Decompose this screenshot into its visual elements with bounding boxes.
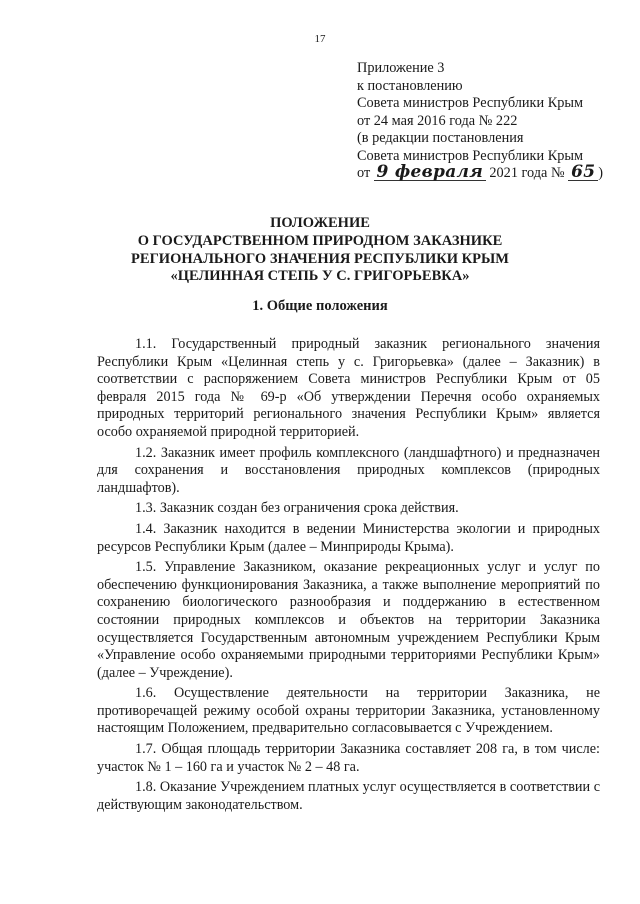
page-number: 17	[314, 33, 326, 45]
section-heading: 1. Общие положения	[252, 298, 388, 314]
handwritten-date: 9 февраля	[374, 165, 486, 181]
document-title	[0, 215, 640, 286]
paragraph-1-4: 1.4. Заказник находится в ведении Министерства экологии и природных ресурсов Республики Крым (далее – Минприроды Крыма).	[97, 520, 600, 555]
document-body	[97, 336, 600, 817]
title-line-3: РЕГИОНАЛЬНОГО ЗНАЧЕНИЯ РЕСПУБЛИКИ КРЫМ	[131, 250, 509, 267]
paragraph-1-7: 1.7. Общая площадь территории Заказника составляет 208 га, в том числе: участок № 1 – 160 га и участок № 2 – 48 га.	[97, 741, 600, 775]
appendix-line-1: Приложение 3	[357, 60, 445, 76]
paragraph-1-2: 1.2. Заказник имеет профиль комплексного (ландшафтного) и предназначен для сохранения и восстановления природных комплексов (природных ландшафтов).	[97, 444, 600, 496]
title-line-2: О ГОСУДАРСТВЕННОМ ПРИРОДНОМ ЗАКАЗНИКЕ	[137, 232, 503, 249]
handwritten-number: 65	[568, 165, 598, 181]
appendix-line-4: от 24 мая 2016 года № 222	[357, 112, 518, 129]
appendix-line-6: Совета министров Республики Крым	[357, 147, 584, 164]
appendix-line-5: (в редакции постановления	[357, 130, 524, 146]
appendix-closing-paren: )	[598, 165, 603, 181]
appendix-header	[357, 60, 627, 183]
title-line-1: ПОЛОЖЕНИЕ	[270, 215, 370, 231]
paragraph-1-6: 1.6. Осуществление деятельности на территории Заказника, не противоречащей режиму особой охраны территории Заказника, установленному настоящим Положением, предварительно согласовывается с Учреждением.	[97, 685, 600, 737]
appendix-line-7	[357, 162, 627, 183]
paragraph-1-8: 1.8. Оказание Учреждением платных услуг осуществляется в соответствии с действующим законодательством.	[97, 779, 600, 813]
appendix-date-prefix: от	[357, 165, 371, 181]
appendix-line-2: к постановлению	[357, 77, 463, 94]
paragraph-1-1: 1.1. Государственный природный заказник регионального значения Республики Крым «Целинная степь у с. Григорьевка» (далее – Заказник) в соответствии с распоряжением Совета министров Республики Крым от 05 февраля 2015 года № 69-р «Об утверждении Перечня особо охраняемых природных территорий регионального значения Республики Крым» является особо охраняемой природной территорией.	[97, 336, 600, 440]
appendix-year-text: 2021 года №	[489, 165, 565, 181]
appendix-line-3: Совета министров Республики Крым	[357, 95, 584, 111]
paragraph-1-5: 1.5. Управление Заказником, оказание рекреационных услуг и услуг по обеспечению функционирования Заказника, а также выполнение мероприятий по сохранению биологического разнообразия и поддержанию в естественном состоянии природных комплексов и объектов на территории Заказника осуществляется Государственным автономным учреждением Республики Крым «Управление особо охраняемыми природными территориями Республики Крым» (далее – Учреждение).	[97, 559, 600, 681]
paragraph-1-3: 1.3. Заказник создан без ограничения срока действия.	[135, 500, 459, 517]
title-line-4: «ЦЕЛИННАЯ СТЕПЬ У С. ГРИГОРЬЕВКА»	[170, 268, 470, 285]
